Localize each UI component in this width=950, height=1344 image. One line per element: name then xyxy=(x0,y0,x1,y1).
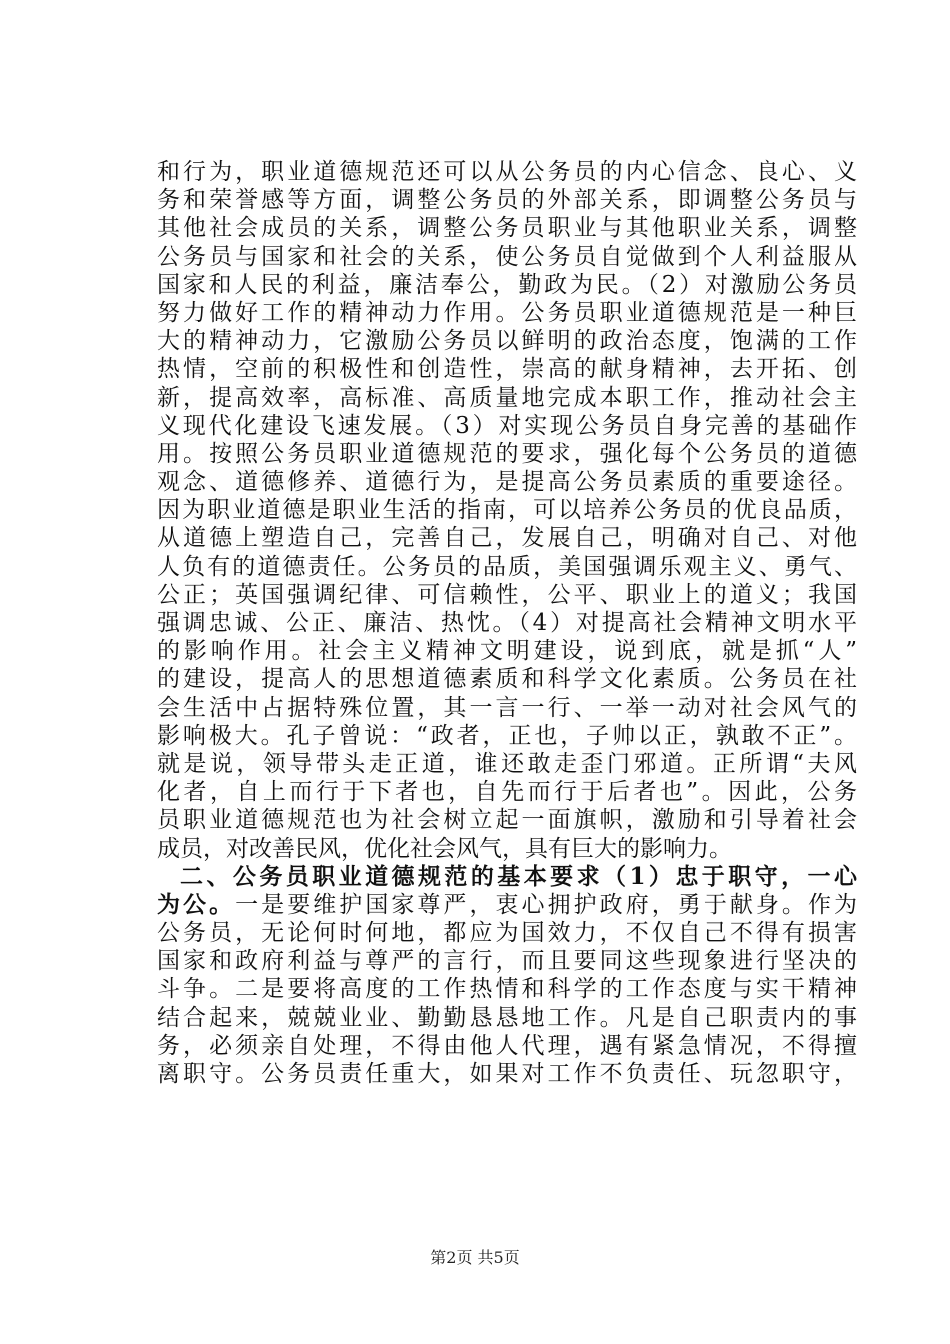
text-line: 新，提高效率，高标准、高质量地完成本职工作，推动社会主 xyxy=(157,384,857,411)
text-line: 努力做好工作的精神动力作用。公务员职业道德规范是一种巨 xyxy=(157,299,857,326)
text-line: 用。按照公务员职业道德规范的要求，强化每个公务员的道德 xyxy=(157,440,857,467)
text-line: 义现代化建设飞速发展。（3）对实现公务员自身完善的基础作 xyxy=(157,412,857,439)
text-line: 斗争。二是要将高度的工作热情和科学的工作态度与实干精神 xyxy=(157,976,857,1003)
text-line: 会生活中占据特殊位置，其一言一行、一举一动对社会风气的 xyxy=(157,694,857,721)
text-line: 和行为，职业道德规范还可以从公务员的内心信念、良心、义 xyxy=(157,159,857,185)
text-line: 国家和政府利益与尊严的言行，而且要同这些现象进行坚决的 xyxy=(157,948,857,975)
text-line: 热情，空前的积极性和创造性，崇高的献身精神，去开拓、创 xyxy=(157,356,857,383)
text-line: 员职业道德规范也为社会树立起一面旗帜，激励和引导着社会 xyxy=(157,807,857,834)
text-line: 观念、道德修养、道德行为，是提高公务员素质的重要途径。 xyxy=(157,469,857,496)
text-line: 务和荣誉感等方面，调整公务员的外部关系，即调整公务员与 xyxy=(157,187,857,214)
text-line: 的影响作用。社会主义精神文明建设，说到底，就是抓“人” xyxy=(157,638,857,665)
text-line: 从道德上塑造自己，完善自己，发展自己，明确对自己、对他 xyxy=(157,525,857,552)
section-heading-line: 二、公务员职业道德规范的基本要求（1）忠于职守，一心 xyxy=(180,862,857,890)
text-line: 其他社会成员的关系，调整公务员职业与其他职业关系，调整 xyxy=(157,215,857,242)
text-line: 公务员，无论何时何地，都应为国效力，不仅自己不得有损害 xyxy=(157,920,857,947)
text-fragment: 一是要维护国家尊严，衷心拥护政府，勇于献身。作为 xyxy=(235,891,858,918)
text-line: 公务员与国家和社会的关系，使公务员自觉做到个人利益服从 xyxy=(157,243,857,270)
text-line: 国家和人民的利益，廉洁奉公，勤政为民。（2）对激励公务员 xyxy=(157,271,857,298)
page-number-footer: 第2页 共5页 xyxy=(430,1248,520,1267)
text-line: 大的精神动力，它激励公务员以鲜明的政治态度，饱满的工作 xyxy=(157,328,857,355)
text-line: 因为职业道德是职业生活的指南，可以培养公务员的优良品质， xyxy=(157,497,857,524)
text-line: 强调忠诚、公正、廉洁、热忱。（4）对提高社会精神文明水平 xyxy=(157,610,857,636)
section-heading-continuation xyxy=(157,891,857,919)
text-line: 结合起来，兢兢业业、勤勤恳恳地工作。凡是自己职责内的事 xyxy=(157,1004,857,1031)
section-heading-tail: 为公。 xyxy=(157,890,236,918)
text-line: 务，必须亲自处理，不得由他人代理，遇有紧急情况，不得擅 xyxy=(157,1032,857,1059)
body-text xyxy=(157,158,857,1088)
text-line: 人负有的道德责任。公务员的品质，美国强调乐观主义、勇气、 xyxy=(157,553,857,580)
text-line: 的建设，提高人的思想道德素质和科学文化素质。公务员在社 xyxy=(157,666,857,693)
text-line: 成员，对改善民风，优化社会风气，具有巨大的影响力。 xyxy=(157,835,732,862)
text-line: 化者，自上而行于下者也，自先而行于后者也”。因此，公务 xyxy=(157,779,857,806)
text-line: 就是说，领导带头走正道，谁还敢走歪门邪道。正所谓“夫风 xyxy=(157,750,857,777)
text-line: 影响极大。孔子曾说：“政者，正也，子帅以正，孰敢不正”。 xyxy=(157,722,857,749)
text-line: 离职守。公务员责任重大，如果对工作不负责任、玩忽职守， xyxy=(157,1061,857,1087)
text-line: 公正；英国强调纪律、可信赖性，公平、职业上的道义；我国 xyxy=(157,581,857,608)
